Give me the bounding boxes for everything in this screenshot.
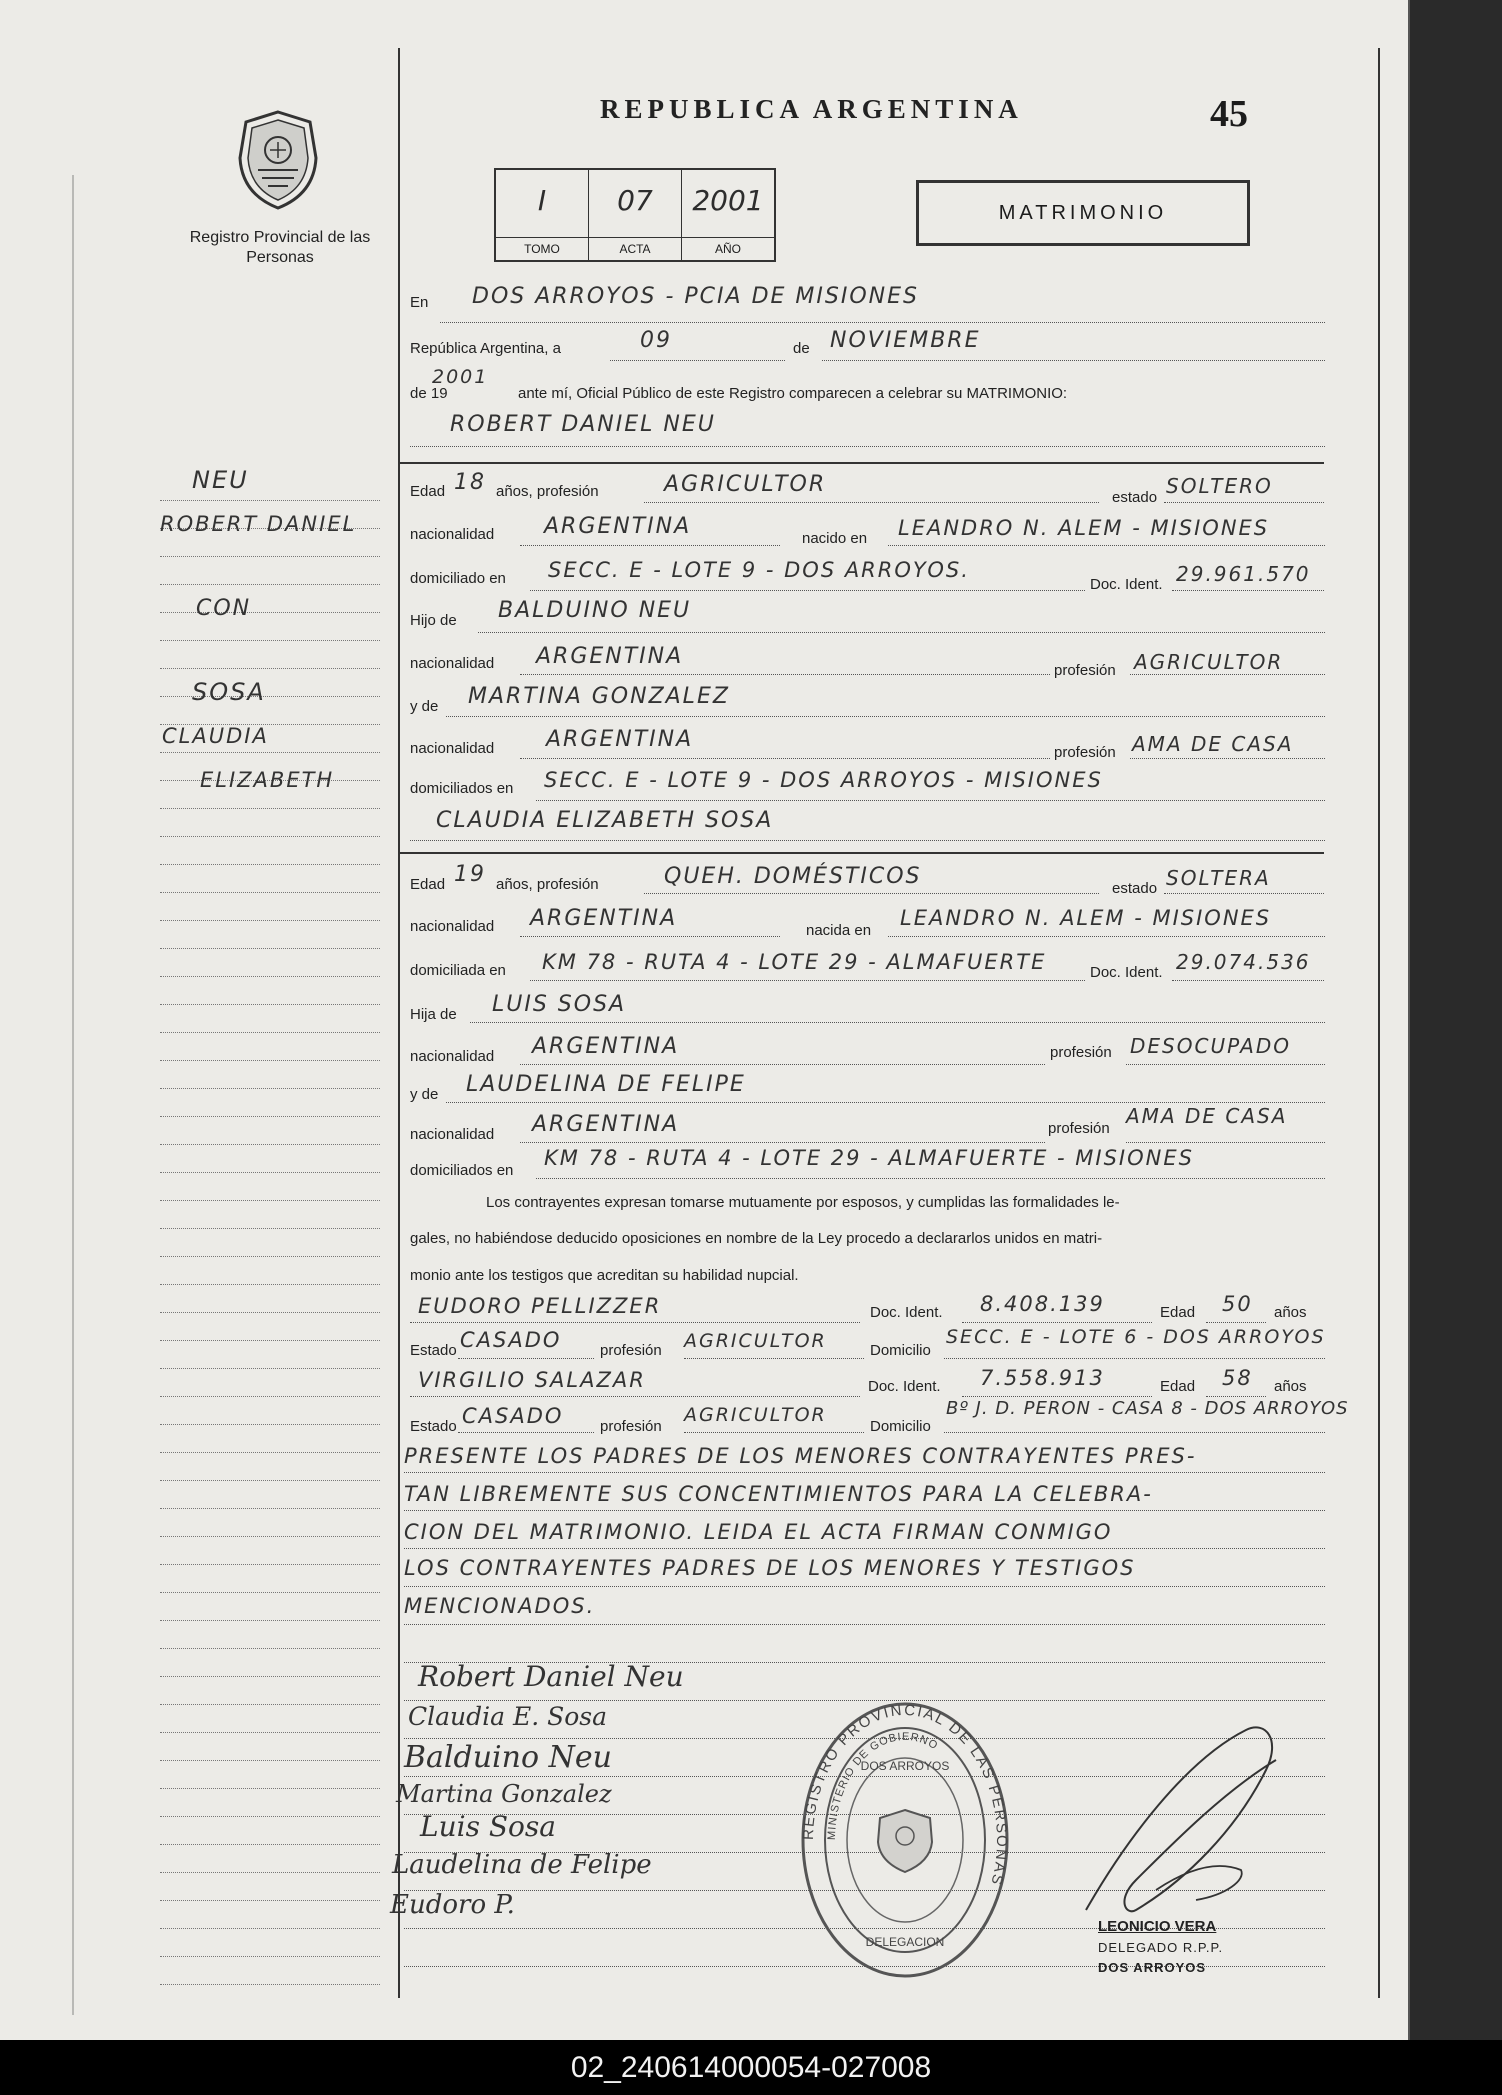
official-title: DELEGADO R.P.P. [1098, 1940, 1224, 1955]
margin-dotted-line [160, 640, 380, 641]
provincial-crest-logo [234, 108, 322, 212]
witness2-estado-label: Estado [410, 1418, 457, 1435]
margin-dotted-line [160, 1508, 380, 1509]
margin-dotted-line [160, 1312, 380, 1313]
groom-anos-label: años, profesión [496, 483, 599, 500]
groom-father-prof-label: profesión [1054, 662, 1116, 679]
signature-groom-mother: Martina Gonzalez [396, 1780, 612, 1808]
day-value: 09 [640, 328, 672, 353]
bride-parents-dom-label: domiciliados en [410, 1162, 514, 1179]
margin-dotted-line [160, 1788, 380, 1789]
witness1-doc-line [962, 1322, 1152, 1323]
margin-dotted-line [160, 1424, 380, 1425]
bride-birthplace: LEANDRO N. ALEM - MISIONES [900, 906, 1272, 930]
groom-age: 18 [454, 470, 486, 495]
groom-father-profession-line [1130, 674, 1325, 675]
groom-estado-label: estado [1112, 489, 1158, 506]
groom-father-profession: AGRICULTOR [1134, 650, 1284, 674]
witness2-age: 58 [1222, 1366, 1253, 1390]
signature-bride-mother: Laudelina de Felipe [392, 1850, 652, 1880]
note-line-3: CION DEL MATRIMONIO. LEIDA EL ACTA FIRMAN CONMIGO [404, 1520, 1113, 1544]
witness2-estado-line [458, 1432, 594, 1433]
bride-mother-nationality-line [520, 1142, 1045, 1143]
groom-full-name: ROBERT DANIEL NEU [450, 412, 716, 437]
year-value: 2001 [432, 366, 489, 388]
bride-parents-address-line [536, 1178, 1325, 1179]
groom-section-rule [398, 462, 1324, 464]
official-signature [1066, 1720, 1296, 1930]
declaration-line-2: gales, no habiéndose deducido oposiciones en nombre de la Ley procedo a declararlos unidos en matri- [410, 1230, 1103, 1247]
margin-bride-name1: CLAUDIA [162, 724, 269, 748]
margin-dotted-line [160, 1536, 380, 1537]
groom-dom-label: domiciliado en [410, 570, 506, 587]
groom-name-line [410, 446, 1325, 447]
witness2-name: VIRGILIO SALAZAR [418, 1368, 646, 1392]
body-dotted-line [404, 1510, 1325, 1511]
groom-nac-label: nacionalidad [410, 526, 495, 543]
bride-mother-nationality: ARGENTINA [532, 1112, 680, 1137]
bride-mother-prof-label: profesión [1048, 1120, 1110, 1137]
witness1-estado-label: Estado [410, 1342, 457, 1359]
witness1-edad-label: Edad [1160, 1304, 1196, 1321]
bride-profession: QUEH. DOMÉSTICOS [664, 864, 922, 889]
margin-dotted-line [160, 1396, 380, 1397]
registry-seal-stamp [800, 1700, 1010, 1980]
bride-profession-line [644, 893, 1099, 894]
margin-dotted-line [160, 612, 380, 613]
country-title: REPUBLICA ARGENTINA [600, 94, 1023, 124]
bride-father: LUIS SOSA [492, 992, 627, 1017]
intro-text: ante mí, Oficial Público de este Registro comparecen a celebrar su MATRIMONIO: [518, 385, 1068, 402]
official-name: LEONICIO VERA [1098, 1918, 1217, 1935]
document-type-box: MATRIMONIO [916, 180, 1250, 246]
tomo-label: TOMO [496, 237, 588, 260]
groom-doc-line [1172, 590, 1324, 591]
witness1-age-line [1206, 1322, 1266, 1323]
groom-profession-line [644, 502, 1099, 503]
republica-label: República Argentina, a [410, 340, 561, 357]
margin-dotted-line [160, 948, 380, 949]
acta-cell [589, 170, 682, 260]
bride-anos-label: años, profesión [496, 876, 599, 893]
witness1-doc-label: Doc. Ident. [870, 1304, 943, 1321]
record-number-box [494, 168, 776, 262]
witness1-anos-label: años [1274, 1304, 1307, 1321]
witness1-profession-line [684, 1358, 864, 1359]
margin-dotted-line [160, 1032, 380, 1033]
witness1-estado-line [458, 1358, 594, 1359]
margin-dotted-line [160, 1928, 380, 1929]
witness1-profession: AGRICULTOR [684, 1330, 827, 1352]
bride-father-label: Hija de [410, 1006, 457, 1023]
witness2-prof-label: profesión [600, 1418, 662, 1435]
bride-estado-label: estado [1112, 880, 1158, 897]
margin-dotted-line [160, 1368, 380, 1369]
declaration-line-3: monio ante los testigos que acreditan su habilidad nupcial. [410, 1267, 799, 1284]
margin-dotted-line [160, 668, 380, 669]
witness1-doc: 8.408.139 [980, 1292, 1105, 1316]
margin-dotted-line [160, 752, 380, 753]
place-value: DOS ARROYOS - PCIA DE MISIONES [472, 284, 919, 309]
groom-parents-address-line [536, 800, 1325, 801]
margin-dotted-line [160, 1676, 380, 1677]
margin-dotted-line [160, 1816, 380, 1817]
bride-address: KM 78 - RUTA 4 - LOTE 29 - ALMAFUERTE [542, 950, 1047, 974]
margin-dotted-line [160, 1088, 380, 1089]
bride-mother-line [446, 1102, 1325, 1103]
margin-dotted-line [160, 1452, 380, 1453]
margin-rule-left [398, 48, 400, 1998]
bride-mother-profession: AMA DE CASA [1126, 1104, 1288, 1128]
margin-dotted-line [160, 1760, 380, 1761]
declaration-line-1: Los contrayentes expresan tomarse mutuamente por esposos, y cumplidas las formalidades le- [486, 1194, 1120, 1211]
note-line-4: LOS CONTRAYENTES PADRES DE LOS MENORES Y TESTIGOS [404, 1556, 1136, 1580]
margin-dotted-line [160, 1116, 380, 1117]
bride-nac-label: nacionalidad [410, 918, 495, 935]
groom-profession: AGRICULTOR [664, 472, 827, 497]
year-prefix-label: de 19 [410, 385, 448, 402]
groom-birthplace-line [888, 545, 1325, 546]
bride-mother-profession-line [1126, 1142, 1325, 1143]
bride-estado-line [1164, 893, 1324, 894]
margin-rule-right [1378, 48, 1380, 1998]
groom-mother-nationality-line [520, 758, 1050, 759]
tomo-value: I [537, 184, 547, 217]
page-binding [72, 175, 82, 2015]
margin-dotted-line [160, 1340, 380, 1341]
day-line [610, 360, 785, 361]
body-dotted-line [404, 1586, 1325, 1587]
stamp-inner-text: DOS ARROYOS [860, 1759, 950, 1773]
margin-dotted-line [160, 1284, 380, 1285]
margin-dotted-line [160, 556, 380, 557]
bride-mother: LAUDELINA DE FELIPE [466, 1072, 746, 1097]
groom-father-nac-label: nacionalidad [410, 655, 495, 672]
witness1-age: 50 [1222, 1292, 1253, 1316]
groom-mother-nac-label: nacionalidad [410, 740, 495, 757]
margin-dotted-line [160, 1004, 380, 1005]
file-id-footer: 02_240614000054-027008 [0, 2040, 1502, 2095]
tomo-cell [496, 170, 589, 260]
groom-mother-line [446, 716, 1325, 717]
margin-bride-name2: ELIZABETH [200, 768, 335, 792]
margin-dotted-line [160, 836, 380, 837]
margin-dotted-line [160, 1984, 380, 1985]
margin-dotted-line [160, 808, 380, 809]
registry-name: Registro Provincial de las Personas [189, 229, 371, 266]
groom-mother-profession: AMA DE CASA [1132, 732, 1294, 756]
groom-doc-label: Doc. Ident. [1090, 576, 1163, 593]
bride-age: 19 [454, 862, 486, 887]
groom-parents-dom-label: domiciliados en [410, 780, 514, 797]
bride-parents-address: KM 78 - RUTA 4 - LOTE 29 - ALMAFUERTE - MISIONES [544, 1146, 1194, 1170]
witness2-anos-label: años [1274, 1378, 1307, 1395]
groom-mother-label: y de [410, 698, 439, 715]
bride-father-line [470, 1022, 1325, 1023]
witness2-age-line [1206, 1396, 1266, 1397]
groom-edad-label: Edad [410, 483, 446, 500]
margin-dotted-line [160, 1144, 380, 1145]
bride-edad-label: Edad [410, 876, 446, 893]
margin-groom-names: ROBERT DANIEL [160, 512, 357, 536]
witness1-address-line [944, 1358, 1325, 1359]
margin-dotted-line [160, 1872, 380, 1873]
margin-bride-surname: SOSA [192, 678, 266, 706]
margin-dotted-line [160, 1732, 380, 1733]
margin-dotted-line [160, 1648, 380, 1649]
groom-nationality-line [520, 545, 780, 546]
margin-dotted-line [160, 1060, 380, 1061]
groom-birthplace: LEANDRO N. ALEM - MISIONES [898, 516, 1270, 540]
witness2-profession-line [684, 1432, 864, 1433]
witness2-profession: AGRICULTOR [684, 1404, 827, 1426]
margin-dotted-line [160, 1200, 380, 1201]
bride-nacida-label: nacida en [806, 922, 872, 939]
bride-estado: SOLTERA [1166, 866, 1271, 890]
witness1-name: EUDORO PELLIZZER [418, 1294, 662, 1318]
acta-label: ACTA [589, 237, 681, 260]
witness2-address-line [944, 1432, 1325, 1433]
bride-birthplace-line [888, 936, 1325, 937]
margin-dotted-line [160, 500, 380, 501]
stamp-bottom-text: DELEGACION [865, 1935, 945, 1949]
groom-nacido-label: nacido en [802, 530, 868, 547]
margin-groom-surname: NEU [192, 466, 249, 494]
groom-address: SECC. E - LOTE 9 - DOS ARROYOS. [548, 558, 970, 582]
month-value: NOVIEMBRE [830, 328, 981, 353]
signature-witness: Eudoro P. [390, 1890, 515, 1920]
bride-father-nac-label: nacionalidad [410, 1048, 495, 1065]
stamp-outer-text: REGISTRO PROVINCIAL DE LAS PERSONAS [800, 1701, 1010, 1889]
margin-dotted-line [160, 1956, 380, 1957]
page-number: 45 [1210, 93, 1248, 135]
bride-doc-line [1172, 980, 1324, 981]
witness2-address: Bº J. D. PERON - CASA 8 - DOS ARROYOS [946, 1398, 1349, 1419]
groom-father: BALDUINO NEU [498, 598, 692, 623]
bride-name-line [410, 840, 1325, 841]
groom-father-nationality: ARGENTINA [536, 644, 684, 669]
acta-value: 07 [617, 184, 653, 217]
witness1-dom-label: Domicilio [870, 1342, 931, 1359]
groom-mother-prof-label: profesión [1054, 744, 1116, 761]
bride-mother-label: y de [410, 1086, 439, 1103]
bride-mother-nac-label: nacionalidad [410, 1126, 495, 1143]
groom-father-nationality-line [520, 674, 1050, 675]
witness1-estado: CASADO [460, 1328, 562, 1352]
body-dotted-line [404, 1624, 1325, 1625]
witness2-estado: CASADO [462, 1404, 564, 1428]
en-label: En [410, 294, 429, 311]
groom-nationality: ARGENTINA [544, 514, 692, 539]
groom-father-label: Hijo de [410, 612, 457, 629]
groom-father-line [478, 632, 1325, 633]
margin-dotted-line [160, 976, 380, 977]
margin-dotted-line [160, 1564, 380, 1565]
signature-bride: Claudia E. Sosa [408, 1702, 608, 1731]
margin-dotted-line [160, 1592, 380, 1593]
witness2-dom-label: Domicilio [870, 1418, 931, 1435]
bride-nationality-line [520, 936, 780, 937]
signature-bride-father: Luis Sosa [420, 1810, 556, 1843]
bride-nationality: ARGENTINA [530, 906, 678, 931]
witness1-prof-label: profesión [600, 1342, 662, 1359]
groom-mother-profession-line [1130, 758, 1325, 759]
bride-father-prof-label: profesión [1050, 1044, 1112, 1061]
margin-dotted-line [160, 584, 380, 585]
bride-father-nationality-line [520, 1064, 1045, 1065]
margin-dotted-line [160, 1172, 380, 1173]
margin-dotted-line [160, 920, 380, 921]
bride-father-profession-line [1126, 1064, 1325, 1065]
margin-dotted-line [160, 1704, 380, 1705]
body-dotted-line [404, 1548, 1325, 1549]
groom-mother: MARTINA GONZALEZ [468, 684, 730, 709]
bride-doc: 29.074.536 [1176, 950, 1311, 974]
groom-estado: SOLTERO [1166, 474, 1273, 498]
note-line-5: MENCIONADOS. [404, 1594, 596, 1618]
bride-dom-label: domiciliada en [410, 962, 506, 979]
bride-father-nationality: ARGENTINA [532, 1034, 680, 1059]
groom-address-line [530, 590, 1085, 591]
groom-doc: 29.961.570 [1176, 562, 1311, 586]
bride-full-name: CLAUDIA ELIZABETH SOSA [436, 808, 774, 833]
bride-doc-label: Doc. Ident. [1090, 964, 1163, 981]
margin-dotted-line [160, 892, 380, 893]
place-line [440, 322, 1325, 323]
de-label: de [793, 340, 810, 357]
witness2-doc-line [962, 1396, 1152, 1397]
witness1-address: SECC. E - LOTE 6 - DOS ARROYOS [946, 1326, 1326, 1348]
margin-dotted-line [160, 1228, 380, 1229]
margin-dotted-line [160, 1844, 380, 1845]
groom-mother-nationality: ARGENTINA [546, 727, 694, 752]
witness1-name-line [410, 1322, 860, 1323]
anio-cell [682, 170, 774, 260]
anio-label: AÑO [682, 237, 774, 260]
bride-address-line [530, 980, 1085, 981]
witness2-doc-label: Doc. Ident. [868, 1378, 941, 1395]
margin-dotted-line [160, 1480, 380, 1481]
official-location: DOS ARROYOS [1098, 1960, 1207, 1975]
margin-dotted-line [160, 1256, 380, 1257]
note-line-1: PRESENTE LOS PADRES DE LOS MENORES CONTRAYENTES PRES- [404, 1444, 1197, 1468]
month-line [822, 360, 1325, 361]
signature-groom: Robert Daniel Neu [418, 1660, 684, 1693]
margin-con: CON [196, 596, 252, 621]
margin-dotted-line [160, 1620, 380, 1621]
witness2-name-line [410, 1396, 860, 1397]
bride-section-rule [398, 852, 1324, 854]
groom-estado-line [1164, 502, 1324, 503]
witness2-edad-label: Edad [1160, 1378, 1196, 1395]
note-line-2: TAN LIBREMENTE SUS CONCENTIMIENTOS PARA LA CELEBRA- [404, 1482, 1153, 1506]
anio-value: 2001 [692, 184, 764, 217]
bride-father-profession: DESOCUPADO [1130, 1034, 1291, 1058]
stamp-ring-text: MINISTERIO DE GOBIERNO [825, 1730, 941, 1841]
witness2-doc: 7.558.913 [980, 1366, 1105, 1390]
groom-parents-address: SECC. E - LOTE 9 - DOS ARROYOS - MISIONES [544, 768, 1103, 792]
signature-groom-father: Balduino Neu [404, 1740, 612, 1775]
margin-dotted-line [160, 864, 380, 865]
body-dotted-line [404, 1472, 1325, 1473]
margin-dotted-line [160, 1900, 380, 1901]
